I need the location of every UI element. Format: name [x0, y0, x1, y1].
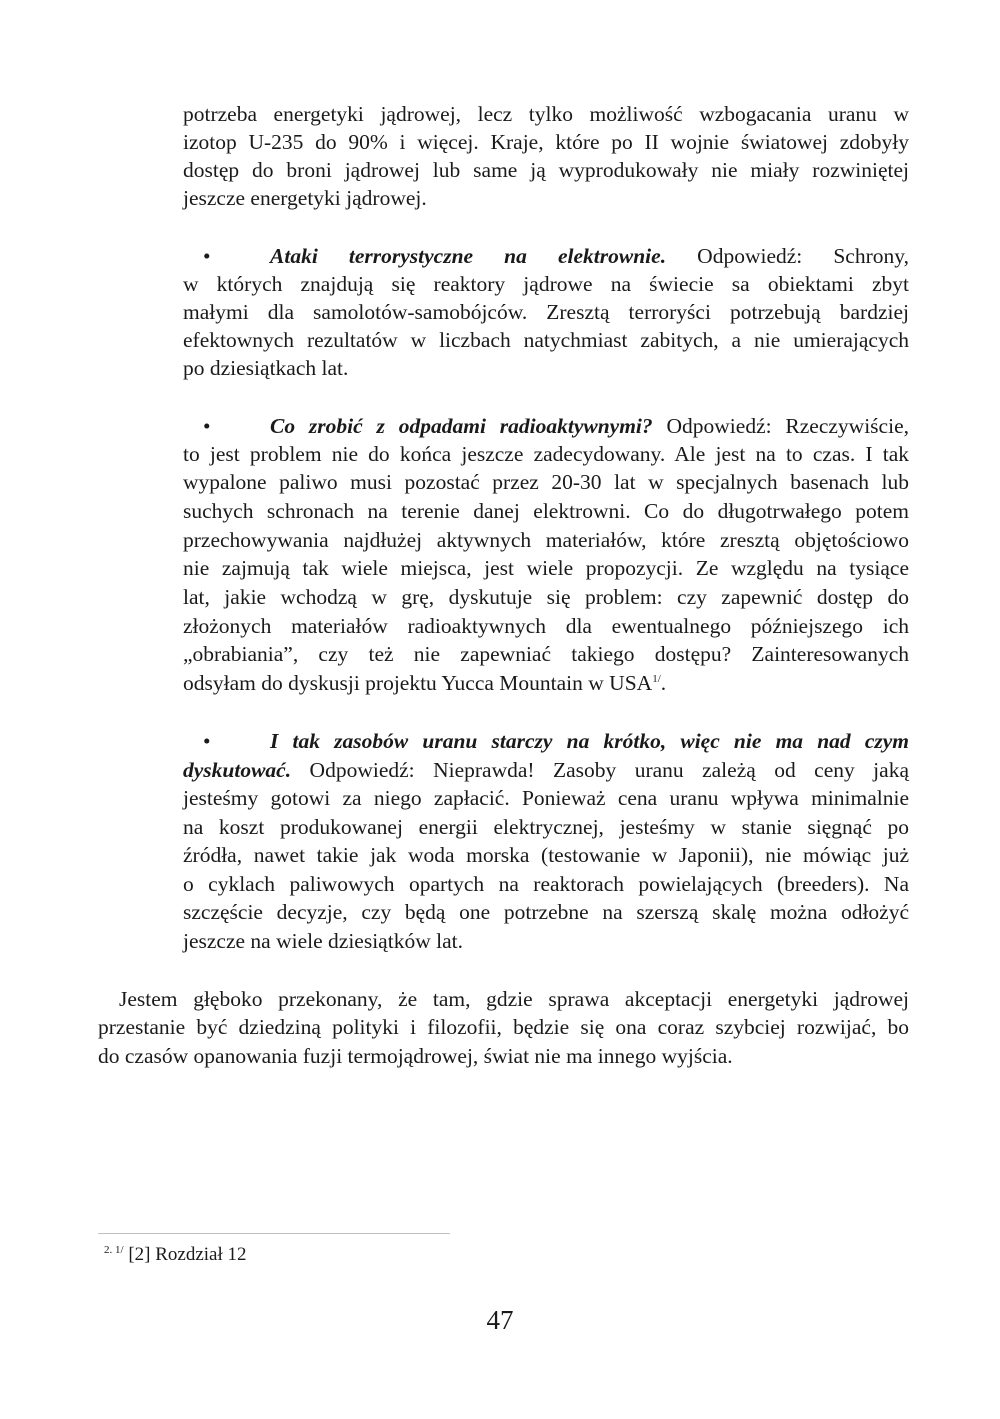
bullet-icon: •: [203, 414, 211, 438]
bullet-text: Odpowiedź: Schrony,: [666, 244, 909, 268]
text-line: do czasów opanowania fuzji termojądrowej, świat nie ma innego wyjścia.: [98, 1044, 733, 1068]
text-line: lat, jakie wchodzą w grę, dyskutuje się problem: czy zapewnić dostęp do: [183, 585, 909, 609]
footnote-divider: [98, 1233, 450, 1234]
bullet-icon: •: [203, 729, 211, 753]
bullet-first-line: [270, 242, 909, 270]
bullet-heading: Co zrobić z odpadami radioaktywnymi?: [270, 414, 653, 438]
text-line: jesteśmy gotowi za niego zapłacić. Ponieważ cena uranu wpływa minimalnie: [183, 786, 909, 810]
text-line: „obrabiania”, czy też nie zapewniać takiego dostępu? Zainteresowanych: [183, 642, 909, 666]
text-line: o cyklach paliwowych opartych na reaktorach powielających (breeders). Na: [183, 872, 909, 896]
page-number: 47: [486, 1305, 514, 1335]
bullet-text: Odpowiedź: Rzeczywiście,: [652, 414, 909, 438]
text-line: na koszt produkowanej energii elektrycznej, jesteśmy w stanie sięgnąć po: [183, 815, 909, 839]
footnote: [104, 1242, 247, 1268]
bullet-text: Odpowiedź: Nieprawda! Zasoby uranu zależą od ceny jaką: [291, 758, 909, 782]
footnote-reference[interactable]: 1/: [652, 673, 661, 685]
text-line: nie zajmują tak wiele miejsca, jest wiele propozycji. Ze względu na tysiące: [183, 556, 909, 580]
text-line: potrzeba energetyki jądrowej, lecz tylko możliwość wzbogacania uranu w: [183, 102, 909, 126]
text-line: po dziesiątkach lat.: [183, 356, 349, 380]
text-line: małymi dla samolotów-samobójców. Zresztą terroryści potrzebują bardziej: [183, 300, 909, 324]
bullet-first-line: [270, 412, 909, 440]
text-line: złożonych materiałów radioaktywnych dla ewentualnego późniejszego ich: [183, 614, 909, 638]
text-line: to jest problem nie do końca jeszcze zadecydowany. Ale jest na to czas. I tak: [183, 442, 909, 466]
text-line: przechowywania najdłużej aktywnych materiałów, które zresztą objętościowo: [183, 528, 909, 552]
text-line: dostęp do broni jądrowej lub same ją wyprodukowały nie miały rozwiniętej: [183, 158, 909, 182]
bullet-icon: •: [203, 244, 211, 268]
text-line: w których znajdują się reaktory jądrowe na świecie sa obiektami zbyt: [183, 272, 909, 296]
text-line: jeszcze energetyki jądrowej.: [183, 186, 427, 210]
text-line: Jestem głęboko przekonany, że tam, gdzie sprawa akceptacji energetyki jądrowej: [119, 987, 909, 1011]
text-line: źródła, nawet takie jak woda morska (testowanie w Japonii), nie mówiąc już: [183, 843, 909, 867]
text-line: efektownych rezultatów w liczbach natychmiast zabitych, a nie umierających: [183, 328, 909, 352]
text-line: wypalone paliwo musi pozostać przez 20-30 lat w specjalnych basenach lub: [183, 470, 909, 494]
text-line: przestanie być dziedziną polityki i filozofii, będzie się ona coraz szybciej rozwijać, bo: [98, 1015, 909, 1039]
bullet-second-line: [183, 756, 909, 784]
text-line: szczęście decyzje, czy będą one potrzebne na szerszą skalę można odłożyć: [183, 900, 909, 924]
bullet-heading-cont: dyskutować.: [183, 758, 292, 782]
text-line: jeszcze na wiele dziesiątków lat.: [183, 929, 463, 953]
footnote-text: [2] Rozdział 12: [123, 1244, 247, 1265]
bullet-heading: I tak zasobów uranu starczy na krótko, więc nie ma nad czym: [270, 729, 909, 753]
text-line: suchych schronach na terenie danej elektrowni. Co do długotrwałego potem: [183, 499, 909, 523]
text-line: izotop U-235 do 90% i więcej. Kraje, które po II wojnie światowej zdobyły: [183, 130, 909, 154]
footnote-marker: 2. 1/: [104, 1244, 124, 1256]
text-line: odsyłam do dyskusji projektu Yucca Mountain w $USA^{1/}$.: [183, 671, 667, 695]
bullet-heading: Ataki terrorystyczne na elektrownie.: [270, 244, 667, 268]
